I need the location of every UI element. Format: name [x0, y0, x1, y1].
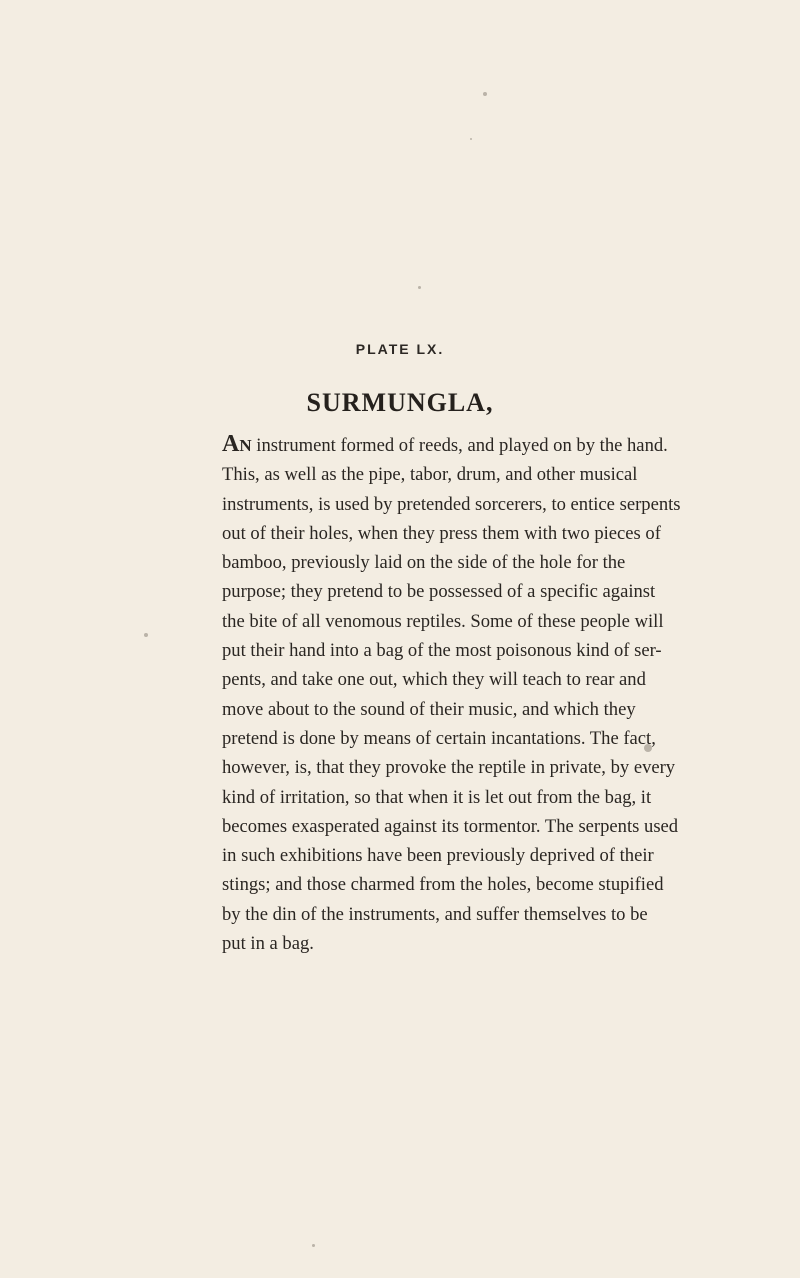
text-line — [222, 430, 800, 460]
paper-speck — [470, 138, 472, 140]
paper-speck — [418, 286, 421, 289]
text-line: move about to the sound of their music, and which they — [222, 698, 636, 720]
text-line: This, as well as the pipe, tabor, drum, and other musical — [222, 464, 638, 486]
text-line: kind of irritation, so that when it is let out from the bag, it — [222, 786, 652, 808]
text-line: instruments, is used by pretended sorcerers, to entice serpents — [222, 493, 681, 515]
page-title: SURMUNGLA, — [306, 388, 494, 417]
body-paragraph — [222, 430, 800, 958]
paper-speck — [483, 92, 487, 96]
text-line: in such exhibitions have been previously deprived of their — [222, 845, 654, 867]
text-line: by the din of the instruments, and suffer themselves to be — [222, 903, 648, 925]
text-line: becomes exasperated against its tormentor. The serpents used — [222, 815, 679, 837]
text-line: the bite of all venomous reptiles. Some of these people will — [222, 610, 664, 632]
text-line: put their hand into a bag of the most poisonous kind of ser- — [222, 640, 662, 662]
text-line: however, is, that they provoke the reptile in private, by every — [222, 757, 676, 779]
drop-cap: A — [222, 431, 240, 457]
line-text: instrument formed of reeds, and played on by the hand. — [251, 435, 668, 456]
text-line: bamboo, previously laid on the side of the hole for the — [222, 552, 626, 574]
text-line: out of their holes, when they press them with two pieces of — [222, 522, 661, 544]
text-line: put in a bag. — [222, 933, 314, 955]
paper-speck — [144, 633, 148, 637]
text-line: purpose; they pretend to be possessed of a specific against — [222, 581, 656, 603]
paper-speck — [312, 1244, 315, 1247]
text-line: pents, and take one out, which they will teach to rear and — [222, 669, 646, 691]
plate-label: PLATE LX. — [355, 341, 445, 357]
small-caps-word: N — [239, 436, 252, 455]
text-line: stings; and those charmed from the holes, become stupified — [222, 874, 664, 896]
text-line: pretend is done by means of certain incantations. The fact, — [222, 727, 656, 749]
